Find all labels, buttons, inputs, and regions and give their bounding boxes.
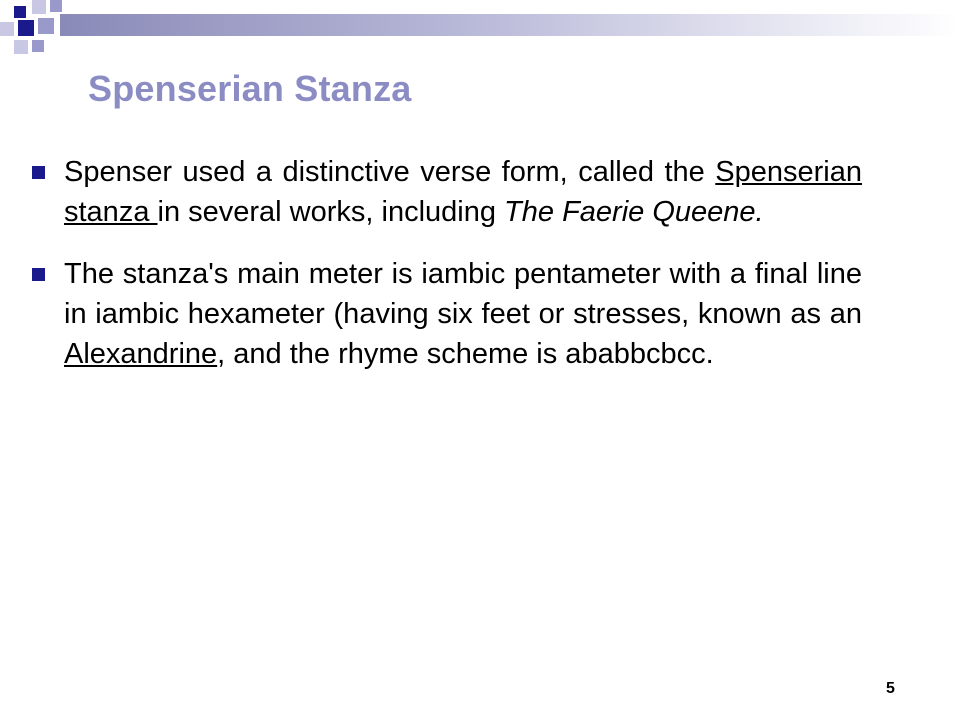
bullet-text: The stanza's main meter is iambic pentameter with a final line in iambic hexameter (having six feet or stresses, known as an bbox=[64, 258, 862, 330]
page-number: 5 bbox=[886, 680, 895, 697]
spenserian-stanza-link[interactable]: Spenserian stanza bbox=[64, 156, 862, 228]
deco-square bbox=[0, 22, 14, 36]
deco-square bbox=[14, 40, 28, 54]
bullet-item bbox=[32, 254, 862, 374]
deco-square bbox=[50, 0, 62, 12]
alexandrine-link[interactable]: Alexandrine bbox=[64, 338, 218, 370]
deco-square bbox=[18, 20, 34, 36]
slide-title: Spenserian Stanza bbox=[88, 68, 412, 109]
deco-square bbox=[38, 18, 54, 34]
bullet-text: in several works, including bbox=[157, 196, 505, 228]
square-bullet-icon bbox=[32, 166, 45, 179]
bullet-text: Spenser used a distinctive verse form, called the bbox=[64, 156, 716, 188]
deco-square bbox=[14, 6, 26, 18]
bullet-item bbox=[32, 152, 862, 232]
deco-square bbox=[32, 0, 46, 14]
bullet-text: , and the rhyme scheme is ababbcbcc. bbox=[217, 338, 714, 370]
header-gradient-bar bbox=[60, 14, 960, 36]
deco-square bbox=[32, 40, 44, 52]
bullet-list bbox=[32, 152, 862, 396]
book-title: The Faerie Queene. bbox=[504, 196, 764, 228]
square-bullet-icon bbox=[32, 268, 45, 281]
